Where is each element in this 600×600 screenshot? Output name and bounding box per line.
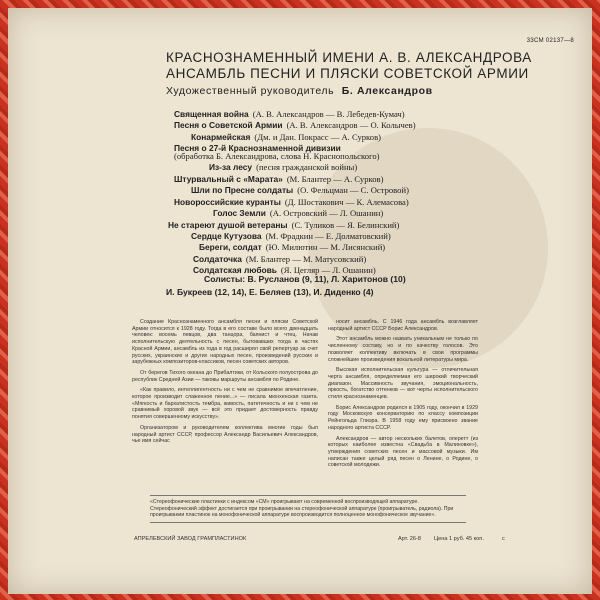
track-title: Новороссийские куранты — [174, 196, 281, 207]
liner-paragraph: Борис Александров родился в 1905 году, окончил в 1929 году Московскую консерваторию по классу композиции Рейнгольда Глиэра. В 1958 году ему присвоено звание народного артиста СССР. — [328, 404, 478, 431]
director-name: Б. Александров — [341, 85, 433, 97]
track-title: Солдатская любовь — [193, 265, 277, 276]
liner-paragraph: Александров — автор нескольких балетов, оперетт (из которых наиболее известна «Свадьба в Малиновке»), утверждения советских песен и массовой музыки. Им написан также целый ряд песен о Ленине, о Родине, о советской молодежи. — [328, 435, 478, 469]
director-label: Художественный руководитель — [166, 85, 335, 97]
liner-paragraph: Высокая исполнительская культура — отличительная черта ансамбля, определяемая его широкий творческий диапазон. Массивность звучания, эмоциональность, яркость, богатство оттенков — вот черты исполнительского стиля краснознаменцев. — [328, 367, 478, 401]
track-title: Из-за лесу — [209, 162, 253, 173]
track-row — [174, 174, 383, 185]
liner-paragraph: От берегов Тихого океана до Прибалтики, от Кольского полуострова до республик Средней Азии — таковы маршруты ансамбля по Родине. — [132, 369, 318, 383]
track-row — [191, 185, 409, 196]
catalog-number: 33СМ 02137—8 — [526, 38, 574, 44]
track-credit: (М. Блантер — М. Матусовский) — [245, 253, 367, 264]
track-title: Песня о Советской Армии — [174, 120, 283, 131]
track-credit: (обработка Б. Александрова, слова Н. Краснопольского) — [174, 151, 380, 162]
liner-notes-left — [132, 319, 318, 449]
track-title: Песня о 27-й Краснознаменной дивизии — [174, 143, 341, 154]
track-title: Шли по Пресне солдаты — [191, 185, 294, 196]
track-title: Штурвальный с «Марата» — [174, 173, 283, 184]
track-credit: (О. Фельцман — С. Островой) — [297, 185, 409, 196]
track-credit: (М. Блантер — А. Сурков) — [286, 173, 384, 184]
track-title: Священная война — [174, 108, 249, 119]
track-credit: (Я. Цегляр — Л. Ошанин) — [280, 265, 376, 276]
track-credit: (А. Островский — Л. Ошанин) — [269, 208, 384, 219]
track-title: Не стареют душой ветераны — [168, 219, 288, 230]
track-row — [191, 231, 391, 242]
track-row — [174, 120, 416, 131]
track-credit: (С. Туликов — Я. Белинский) — [291, 219, 400, 230]
track-title: Солдаточка — [193, 253, 242, 264]
liner-paragraph: Создание Краснознаменного ансамбля песни и пляски Советской Армии относится к 1928 году. Тогда в его составе было всего двенадцать человек: восемь певцов, два танцора, баянист и чтец. Начав исполнительскую деятельность с песен, бытовавших тогда в частях Красной Армии, ансамбль из года в год расширял свой репертуар за счет русских, украинских и других народных песен, произведений русских и зарубежных композиторов-классиков, песен советских авторов. — [132, 319, 318, 366]
track-credit: (Ю. Милютин — М. Лисянский) — [265, 242, 386, 253]
track-row — [191, 132, 381, 143]
track-title: Голос Земли — [213, 208, 266, 219]
track-title: Конармейская — [191, 131, 251, 142]
track-row — [213, 208, 383, 219]
track-credit: (А. В. Александров — О. Колычев) — [286, 120, 416, 131]
title-line-1: КРАСНОЗНАМЕННЫЙ ИМЕНИ А. В. АЛЕКСАНДРОВА — [166, 50, 532, 65]
track-title: Сердце Кутузова — [191, 231, 262, 241]
track-credit: (песня гражданской войны) — [256, 162, 358, 173]
track-credit: (Д. Шостакович — К. Алемасова) — [284, 196, 409, 207]
track-row — [174, 151, 380, 162]
track-credit: (А. В. Александров — В. Лебедев-Кумач) — [252, 108, 405, 119]
liner-paragraph: Этот ансамбль можно назвать уникальным не только по численному составу, но и по качеству голосов. Это позволяет коллективу включать в свои программы сложнейшие произведения вокальной литературы мира. — [328, 336, 478, 363]
article-number: Арт. 26-8 — [398, 536, 421, 542]
stereo-note: «Стереофонические пластинки с индексом «СМ» проигрывают на современной воспроизводящей аппаратуре. Стереофонический эффект достигается при проигрывании на стереофонической аппаратуре (проигрыватель, радиола). При проигрывании пластинок на монофонической аппаратуре воспроизводится полноценное монофоническое звучание». — [150, 495, 466, 523]
track-row — [193, 254, 366, 265]
soloists-line-2: И. Букреев (12, 14), Е. Беляев (13), И. Диденко (4) — [166, 287, 374, 297]
track-title: Береги, солдат — [199, 242, 262, 253]
track-row — [174, 197, 409, 208]
track-row — [168, 220, 399, 231]
track-credit: (М. Фрадкин — Е. Долматовский) — [265, 231, 391, 241]
liner-paragraph: Организатором и руководителем коллектива многие годы был народный артист СССР, профессор Александр Васильевич Александров, чье имя сейчас — [132, 424, 318, 445]
factory-name: АПРЕЛЕВСКИЙ ЗАВОД ГРАМПЛАСТИНОК — [134, 536, 247, 542]
price: Цена 1 руб. 45 коп. — [434, 536, 484, 542]
letter-mark: с — [502, 536, 505, 542]
track-credit: (Дм. и Дан. Покрасс — А. Сурков) — [254, 131, 382, 142]
liner-notes-right — [328, 319, 478, 473]
title-line-2: АНСАМБЛЬ ПЕСНИ И ПЛЯСКИ СОВЕТСКОЙ АРМИИ — [166, 66, 529, 81]
track-row — [209, 162, 357, 173]
track-row — [199, 242, 385, 253]
director-line — [166, 85, 433, 97]
liner-paragraph: «Как правило, интеллигентность ни с чем не сравнимое впечатление, которое производит слаженное пение...» — писала мюнхенская газета. «Мягкость и бархатистость тембра, живость, патетичность и ни с чем не сравнимый хоровой звук — всё это придает достоверность правду понятия совершенному искусству». — [132, 387, 318, 421]
soloists-line-1: Солисты: В. Русланов (9, 11), Л. Харитонов (10) — [204, 274, 406, 284]
liner-paragraph: носит ансамбль. С 1946 года ансамбль возглавляет народный артист СССР Борис Александров. — [328, 319, 478, 332]
back-cover — [8, 8, 592, 594]
track-row — [174, 109, 405, 120]
